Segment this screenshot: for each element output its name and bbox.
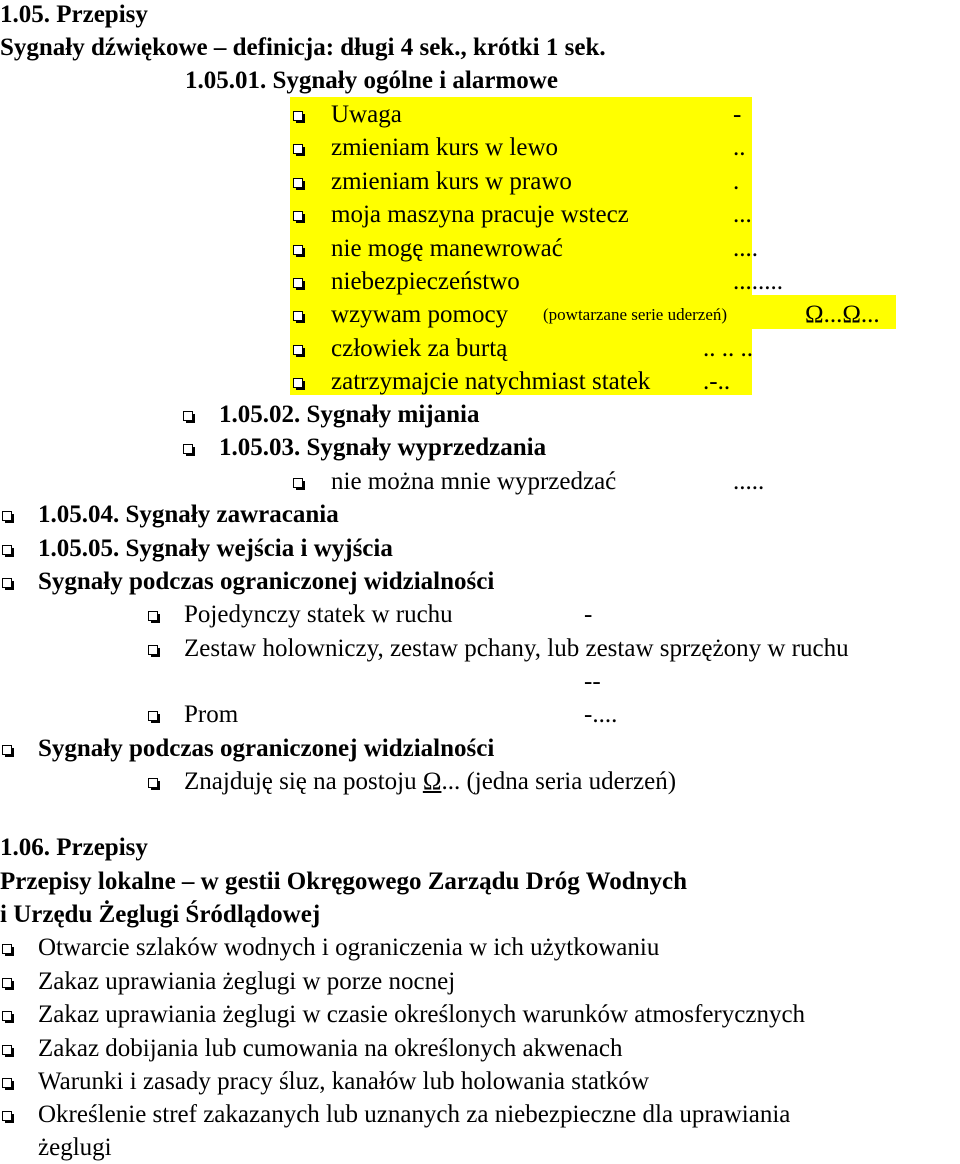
signal-label: Znajduję się na postoju <box>184 768 417 795</box>
rule-label: Zakaz uprawiania żeglugi w porze nocnej <box>38 968 456 995</box>
limited-visibility-heading <box>2 732 495 765</box>
checkbox-bullet-icon <box>293 478 304 489</box>
signal-code: -.... <box>584 701 618 728</box>
rule-label: Otwarcie szlaków wodnych i ograniczenia w ich użytkowaniu <box>38 934 660 961</box>
signal-label: zatrzymajcie natychmiast statek <box>331 368 651 395</box>
checkbox-bullet-icon <box>293 211 304 222</box>
checkbox-bullet-icon <box>293 378 304 389</box>
limited-visibility-heading <box>2 565 495 598</box>
signals-definition: Sygnały dźwiękowe – definicja: długi 4 sek., krótki 1 sek. <box>0 34 606 61</box>
rule-label-continuation: żeglugi <box>38 1134 112 1161</box>
section-106-subtitle: Przepisy lokalne – w gestii Okręgowego Zarządu Dróg Wodnych <box>0 868 688 895</box>
subsection-10502 <box>183 398 480 431</box>
checkbox-bullet-icon <box>148 778 159 789</box>
subsection-10504-title: 1.05.04. Sygnały zawracania <box>38 501 339 528</box>
section-105-heading: 1.05. Przepisy <box>0 1 148 28</box>
signal-label: Pojedynczy statek w ruchu <box>184 601 453 628</box>
limited-visibility-title: Sygnały podczas ograniczonej widzialności <box>38 568 495 595</box>
checkbox-bullet-icon <box>293 111 304 122</box>
anchored-signal <box>184 765 676 798</box>
list-item <box>2 965 456 998</box>
signal-code: -- <box>584 668 601 695</box>
list-item <box>293 298 880 331</box>
section-106-heading: 1.06. Przepisy <box>0 834 148 861</box>
signal-code: . <box>733 168 740 195</box>
checkbox-bullet-icon <box>2 1011 13 1022</box>
subsection-10503 <box>183 431 547 464</box>
signal-code: ..... <box>733 468 765 495</box>
subsection-10505-title: 1.05.05. Sygnały wejścia i wyjścia <box>38 535 393 562</box>
signal-label: Uwaga <box>331 101 402 128</box>
signal-rest: ... (jedna seria uderzeń) <box>441 768 677 795</box>
list-item <box>2 931 660 964</box>
signal-label: moja maszyna pracuje wstecz <box>331 201 629 228</box>
list-item <box>293 465 765 498</box>
signal-label: Zestaw holowniczy, zestaw pchany, lub zestaw sprzężony w ruchu <box>184 635 849 662</box>
checkbox-bullet-icon <box>2 545 13 556</box>
signal-label: Prom <box>184 701 239 728</box>
list-item <box>148 698 618 731</box>
list-item <box>293 131 746 164</box>
signal-code: .-.. <box>703 368 731 395</box>
signal-label: niebezpieczeństwo <box>331 268 520 295</box>
signal-code: .... <box>733 235 758 262</box>
list-item <box>293 198 752 231</box>
subsection-10505 <box>2 532 393 565</box>
signal-label: zmieniam kurs w lewo <box>331 134 559 161</box>
rule-label: Warunki i zasady pracy śluz, kanałów lub holowania statków <box>38 1068 650 1095</box>
signal-code: Ω...Ω... <box>805 301 880 328</box>
checkbox-bullet-icon <box>148 611 159 622</box>
subsection-10502-title: 1.05.02. Sygnały mijania <box>219 401 480 428</box>
checkbox-bullet-icon <box>293 178 304 189</box>
list-item <box>2 1065 650 1098</box>
signal-label: nie można mnie wyprzedzać <box>331 468 617 495</box>
checkbox-bullet-icon <box>2 578 13 589</box>
subsection-10501-title: 1.05.01. Sygnały ogólne i alarmowe <box>185 67 558 94</box>
checkbox-bullet-icon <box>148 711 159 722</box>
checkbox-bullet-icon <box>2 745 13 756</box>
checkbox-bullet-icon <box>2 1111 13 1122</box>
checkbox-bullet-icon <box>2 1045 13 1056</box>
list-item <box>293 265 783 298</box>
rule-label: Zakaz uprawiania żeglugi w czasie określonych warunków atmosferycznych <box>38 1001 806 1028</box>
list-item <box>293 365 731 398</box>
checkbox-bullet-icon <box>2 944 13 955</box>
signal-code: ... <box>733 201 752 228</box>
checkbox-bullet-icon <box>293 345 304 356</box>
checkbox-bullet-icon <box>293 144 304 155</box>
signal-label: człowiek za burtą <box>331 335 508 362</box>
list-item <box>148 632 849 665</box>
list-item <box>293 232 758 265</box>
signal-code: ........ <box>733 268 783 295</box>
list-item <box>2 1032 623 1065</box>
checkbox-bullet-icon <box>293 278 304 289</box>
rule-label: Zakaz dobijania lub cumowania na określonych akwenach <box>38 1035 623 1062</box>
section-106-subtitle-cont: i Urzędu Żeglugi Śródlądowej <box>0 901 321 928</box>
checkbox-bullet-icon <box>293 245 304 256</box>
signal-code: .. <box>733 134 746 161</box>
list-item <box>293 332 753 365</box>
omega-symbol: Ω <box>422 768 442 795</box>
checkbox-bullet-icon <box>183 411 194 422</box>
checkbox-bullet-icon <box>2 1078 13 1089</box>
checkbox-bullet-icon <box>148 645 159 656</box>
checkbox-bullet-icon <box>2 511 13 522</box>
list-item <box>2 998 806 1031</box>
signal-code: .. .. .. <box>703 335 753 362</box>
checkbox-bullet-icon <box>293 311 304 322</box>
checkbox-bullet-icon <box>2 978 13 989</box>
subsection-10503-title: 1.05.03. Sygnały wyprzedzania <box>219 434 547 461</box>
list-item <box>2 1098 791 1131</box>
list-item <box>148 765 677 798</box>
signal-note: (powtarzane serie uderzeń) <box>543 305 728 324</box>
list-item <box>148 598 593 631</box>
list-item <box>293 165 740 198</box>
subsection-10504 <box>2 498 339 531</box>
signal-label: wzywam pomocy <box>331 301 509 328</box>
signal-label: zmieniam kurs w prawo <box>331 168 572 195</box>
signal-label: nie mogę manewrować <box>331 235 563 262</box>
checkbox-bullet-icon <box>183 444 194 455</box>
limited-visibility-title: Sygnały podczas ograniczonej widzialności <box>38 735 495 762</box>
signal-code: - <box>733 101 742 128</box>
rule-label: Określenie stref zakazanych lub uznanych za niebezpieczne dla uprawiania <box>38 1101 791 1128</box>
signal-code: - <box>584 601 593 628</box>
list-item <box>293 98 742 131</box>
